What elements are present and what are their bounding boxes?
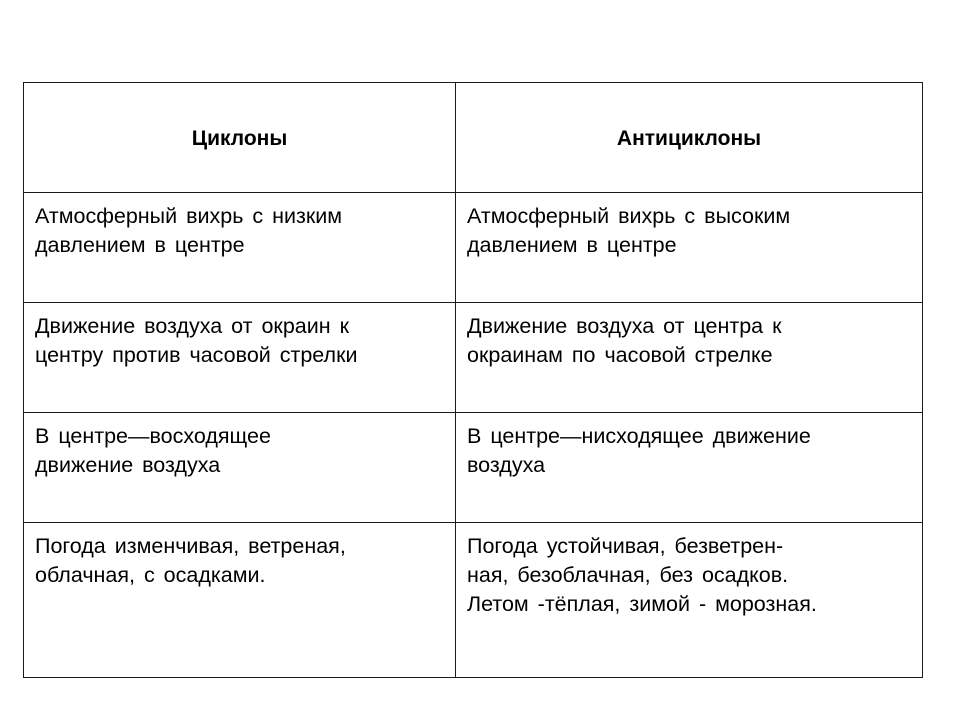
cell-line: В центре—восходящее [35, 424, 271, 448]
header-cyclones: Циклоны [24, 83, 456, 193]
anticyclone-cell [456, 303, 923, 413]
cell-line: давлением в центре [467, 233, 677, 257]
cell-line: давлением в центре [35, 233, 245, 257]
cell-line: В центре—нисходящее движение [467, 424, 811, 448]
cyclone-cell [24, 413, 456, 523]
cyclone-cell [24, 193, 456, 303]
cyclone-cell [24, 303, 456, 413]
cell-line: Погода устойчивая, безветрен- [467, 534, 784, 558]
anticyclone-cell [456, 193, 923, 303]
table-row [24, 413, 923, 523]
cell-line: Атмосферный вихрь с высоким [467, 204, 791, 228]
table-row [24, 303, 923, 413]
anticyclone-cell [456, 523, 923, 678]
cell-line: Движение воздуха от окраин к [35, 314, 350, 338]
cell-line: облачная, с осадками. [35, 563, 266, 587]
cell-line: центру против часовой стрелки [35, 343, 358, 367]
cell-line: ная, безоблачная, без осадков. [467, 563, 789, 587]
cell-line: Атмосферный вихрь с низким [35, 204, 343, 228]
comparison-table [23, 82, 923, 678]
cell-line: Погода изменчивая, ветреная, [35, 534, 346, 558]
header-row [24, 83, 923, 193]
cell-line: движение воздуха [35, 453, 221, 477]
cell-line: воздуха [467, 453, 546, 477]
header-anticyclones: Антициклоны [456, 83, 923, 193]
table-row [24, 193, 923, 303]
table-row [24, 523, 923, 678]
cyclone-cell [24, 523, 456, 678]
cell-line: Движение воздуха от центра к [467, 314, 782, 338]
cell-line: Летом -тёплая, зимой - морозная. [467, 592, 817, 616]
cell-line: окраинам по часовой стрелке [467, 343, 773, 367]
anticyclone-cell [456, 413, 923, 523]
